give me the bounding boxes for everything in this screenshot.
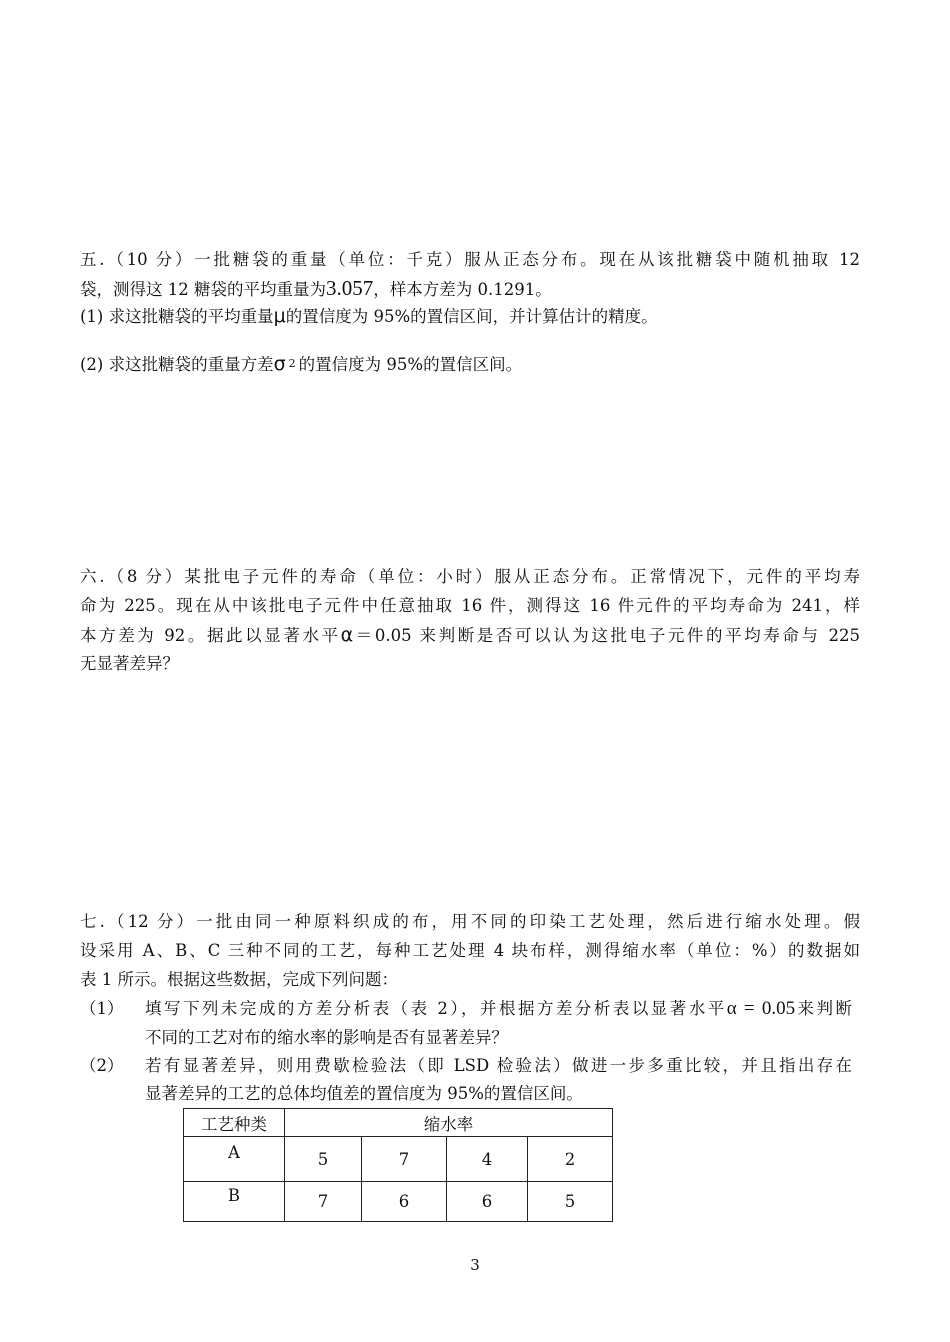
q7-item-2-line-2: 显著差异的工艺的总体均值差的置信度为 95%的置信区间。 — [145, 1084, 583, 1103]
q7-item-1-line-2: 不同的工艺对布的缩水率的影响是否有显著差异？ — [145, 1028, 508, 1047]
table-cell: 4 — [447, 1137, 528, 1182]
q7-item-1-start: 填写下列未完成的方差分析表（表 2），并根据方差分析表以显著水平 — [145, 999, 727, 1018]
table-cell: 7 — [362, 1137, 447, 1182]
table-header-row — [184, 1109, 613, 1137]
q7-item-1-end: 来判断 — [795, 999, 853, 1018]
sigma-symbol: σ — [273, 353, 286, 375]
table-cell: 2 — [528, 1137, 613, 1182]
q5-part-2-start: (2) 求这批糖袋的重量方差 — [80, 355, 274, 374]
q5-part-1-start: (1) 求这批糖袋的平均重量 — [80, 307, 274, 326]
q7-line-3: 表 1 所示。根据这些数据，完成下列问题： — [80, 970, 398, 989]
table-cell: 6 — [362, 1182, 447, 1222]
q7-item-1-alpha: α = 0.05 — [726, 998, 796, 1019]
row-label: A — [184, 1137, 285, 1182]
table-cell: 5 — [285, 1137, 362, 1182]
shrinkage-table — [183, 1108, 613, 1222]
q6-line-3-start: 本方差为 92。据此以显著水平 — [80, 626, 341, 645]
table-row — [184, 1137, 613, 1182]
alpha-symbol: α — [340, 624, 354, 646]
table-row — [184, 1182, 613, 1222]
q7-line-2: 设采用 A、B、C 三种不同的工艺，每种工艺处理 4 块布样，测得缩水率（单位：%）的数据如 — [80, 941, 860, 960]
header-shrinkage-rate: 缩水率 — [285, 1109, 613, 1137]
q5-mean-value: 3.057 — [326, 276, 374, 300]
sigma-superscript: 2 — [288, 357, 296, 370]
q7-item-1-number: （1） — [80, 999, 124, 1018]
q5-line-2-end: ，样本方差为 0.1291。 — [373, 280, 552, 299]
q7-item-2-line-1: 若有显著差异，则用费歇检验法（即 LSD 检验法）做进一步多重比较，并且指出存在 — [145, 1056, 852, 1075]
q5-line-2-start: 袋，测得这 12 糖袋的平均重量为 — [80, 280, 326, 299]
q5-part-2 — [80, 354, 860, 377]
q6-line-3-end: ＝0.05 来判断是否可以认为这批电子元件的平均寿命与 225 — [353, 626, 860, 645]
q6-line-2: 命为 225。现在从中该批电子元件中任意抽取 16 件，测得这 16 件元件的平均寿命为 241，样 — [80, 596, 860, 615]
page-number: 3 — [470, 1256, 480, 1274]
table-cell: 6 — [447, 1182, 528, 1222]
q5-part-1 — [80, 306, 860, 327]
mu-symbol: μ — [273, 305, 286, 327]
q6-line-4: 无显著差异？ — [80, 654, 179, 673]
q7-line-1: 七.（12 分）一批由同一种原料织成的布，用不同的印染工艺处理，然后进行缩水处理。假 — [80, 912, 860, 931]
q7-item-2-number: （2） — [80, 1056, 124, 1075]
table-cell: 7 — [285, 1182, 362, 1222]
q5-line-2 — [80, 278, 860, 300]
row-label: B — [184, 1182, 285, 1222]
q7-item-1-line-1 — [145, 999, 852, 1019]
q5-part-2-end: 的置信度为 95%的置信区间。 — [298, 355, 523, 374]
table-cell: 5 — [528, 1182, 613, 1222]
header-process-type: 工艺种类 — [184, 1109, 285, 1137]
q5-part-1-end: 的置信度为 95%的置信区间，并计算估计的精度。 — [285, 307, 658, 326]
q5-line-1: 五.（10 分）一批糖袋的重量（单位：千克）服从正态分布。现在从该批糖袋中随机抽取 12 — [80, 250, 860, 269]
q6-line-1: 六.（8 分）某批电子元件的寿命（单位：小时）服从正态分布。正常情况下，元件的平均寿 — [80, 567, 860, 586]
q6-line-3 — [80, 625, 860, 646]
